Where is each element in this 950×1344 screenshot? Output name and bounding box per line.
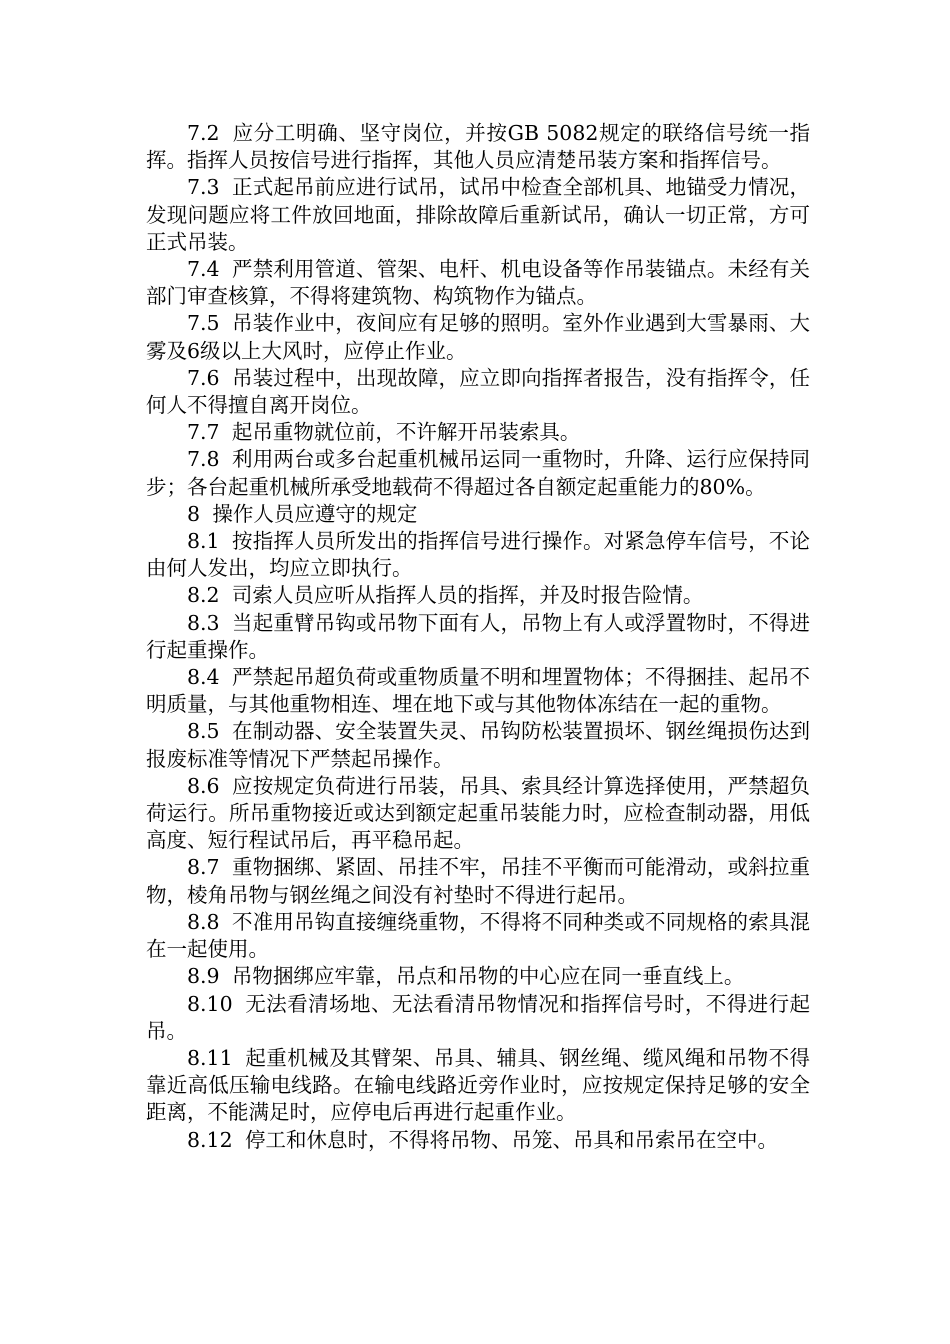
paragraph-text: 无法看清场地、无法看清吊物情况和指挥信号时，不得进行起吊。 (146, 991, 810, 1043)
paragraph-8-8 (146, 909, 810, 963)
paragraph-text: 严禁起吊超负荷或重物质量不明和埋置物体；不得捆挂、起吊不明质量，与其他重物相连、埋在地下或与其他物体冻结在一起的重物。 (146, 665, 810, 717)
paragraph-number: 8.11 (187, 1045, 233, 1070)
section-number: 8 (187, 501, 201, 526)
paragraph-number: 7.6 (187, 365, 220, 390)
paragraph-number: 8.8 (187, 909, 220, 934)
paragraph-8-5 (146, 718, 810, 772)
paragraph-text: 重物捆绑、紧固、吊挂不牢，吊挂不平衡而可能滑动，或斜拉重物，棱角吊物与钢丝绳之间没有衬垫时不得进行起吊。 (146, 855, 810, 907)
paragraph-8-10 (146, 991, 810, 1045)
paragraph-text: 当起重臂吊钩或吊物下面有人，吊物上有人或浮置物时，不得进行起重操作。 (146, 610, 810, 662)
paragraph-text: 起吊重物就位前，不许解开吊装索具。 (231, 420, 581, 445)
paragraph-text: 吊物捆绑应牢靠，吊点和吊物的中心应在同一垂直线上。 (231, 964, 745, 989)
paragraph-8-11 (146, 1045, 810, 1127)
paragraph-number: 7.2 (187, 121, 220, 145)
paragraph-8-6 (146, 773, 810, 855)
paragraph-number: 8.12 (187, 1127, 233, 1152)
document-page (146, 120, 810, 1154)
paragraph-number: 7.4 (187, 257, 220, 282)
paragraph-7-6 (146, 365, 810, 419)
paragraph-number: 8.2 (187, 583, 220, 608)
paragraph-7-4 (146, 256, 810, 310)
paragraph-number: 8.6 (187, 773, 220, 798)
paragraph-number: 8.5 (187, 719, 220, 744)
paragraph-7-3 (146, 174, 810, 256)
section-title: 操作人员应遵守的规定 (212, 501, 418, 526)
paragraph-number: 7.5 (187, 311, 220, 336)
paragraph-number: 8.4 (187, 665, 220, 690)
paragraph-8-2 (146, 582, 810, 609)
paragraph-number: 8.10 (187, 991, 233, 1016)
paragraph-7-5 (146, 310, 810, 364)
paragraph-8-1 (146, 528, 810, 582)
paragraph-text: 严禁利用管道、管架、电杆、机电设备等作吊装锚点。未经有关部门审查核算，不得将建筑物、构筑物作为锚点。 (146, 257, 810, 309)
section-heading-8 (146, 501, 810, 528)
paragraph-text: 应分工明确、坚守岗位，并按GB 5082规定的联络信号统一指挥。指挥人员按信号进行指挥，其他人员应清楚吊装方案和指挥信号。 (146, 121, 810, 173)
paragraph-number: 8.9 (187, 964, 220, 989)
paragraph-text: 按指挥人员所发出的指挥信号进行操作。对紧急停车信号，不论由何人发出，均应立即执行。 (146, 529, 810, 581)
paragraph-text: 不准用吊钩直接缠绕重物，不得将不同种类或不同规格的索具混在一起使用。 (146, 909, 810, 962)
paragraph-number: 8.1 (187, 529, 220, 554)
paragraph-text: 应按规定负荷进行吊装，吊具、索具经计算选择使用，严禁超负荷运行。所吊重物接近或达到额定起重吊装能力时，应检查制动器，用低高度、短行程试吊后，再平稳吊起。 (146, 773, 810, 853)
paragraph-text: 利用两台或多台起重机械吊运同一重物时，升降、运行应保持同步；各台起重机械所承受地载荷不得超过各自额定起重能力的80%。 (146, 447, 810, 499)
paragraph-text: 司索人员应听从指挥人员的指挥，并及时报告险情。 (231, 583, 704, 608)
paragraph-8-7 (146, 854, 810, 908)
paragraph-text: 吊装过程中，出现故障，应立即向指挥者报告，没有指挥令，任何人不得擅自离开岗位。 (146, 365, 810, 418)
paragraph-text: 正式起吊前应进行试吊，试吊中检查全部机具、地锚受力情况，发现问题应将工件放回地面，排除故障后重新试吊，确认一切正常，方可正式吊装。 (146, 175, 810, 254)
paragraph-number: 7.8 (187, 447, 220, 472)
paragraph-text: 吊装作业中，夜间应有足够的照明。室外作业遇到大雪暴雨、大雾及6级以上大风时，应停止作业。 (146, 311, 810, 363)
paragraph-text: 在制动器、安全装置失灵、吊钩防松装置损坏、钢丝绳损伤达到报废标准等情况下严禁起吊操作。 (146, 719, 810, 771)
paragraph-number: 8.3 (187, 610, 220, 635)
paragraph-7-2 (146, 120, 810, 174)
paragraph-8-3 (146, 610, 810, 664)
paragraph-text: 起重机械及其臂架、吊具、辅具、钢丝绳、缆风绳和吊物不得靠近高低压输电线路。在输电线路近旁作业时，应按规定保持足够的安全距离，不能满足时，应停电后再进行起重作业。 (146, 1045, 810, 1125)
paragraph-8-12 (146, 1127, 810, 1154)
paragraph-number: 7.3 (187, 175, 220, 200)
paragraph-text: 停工和休息时，不得将吊物、吊笼、吊具和吊索吊在空中。 (244, 1127, 778, 1152)
paragraph-8-4 (146, 664, 810, 718)
paragraph-number: 7.7 (187, 420, 220, 445)
paragraph-8-9 (146, 963, 810, 990)
paragraph-number: 8.7 (187, 855, 220, 880)
paragraph-7-7 (146, 419, 810, 446)
paragraph-7-8 (146, 446, 810, 500)
